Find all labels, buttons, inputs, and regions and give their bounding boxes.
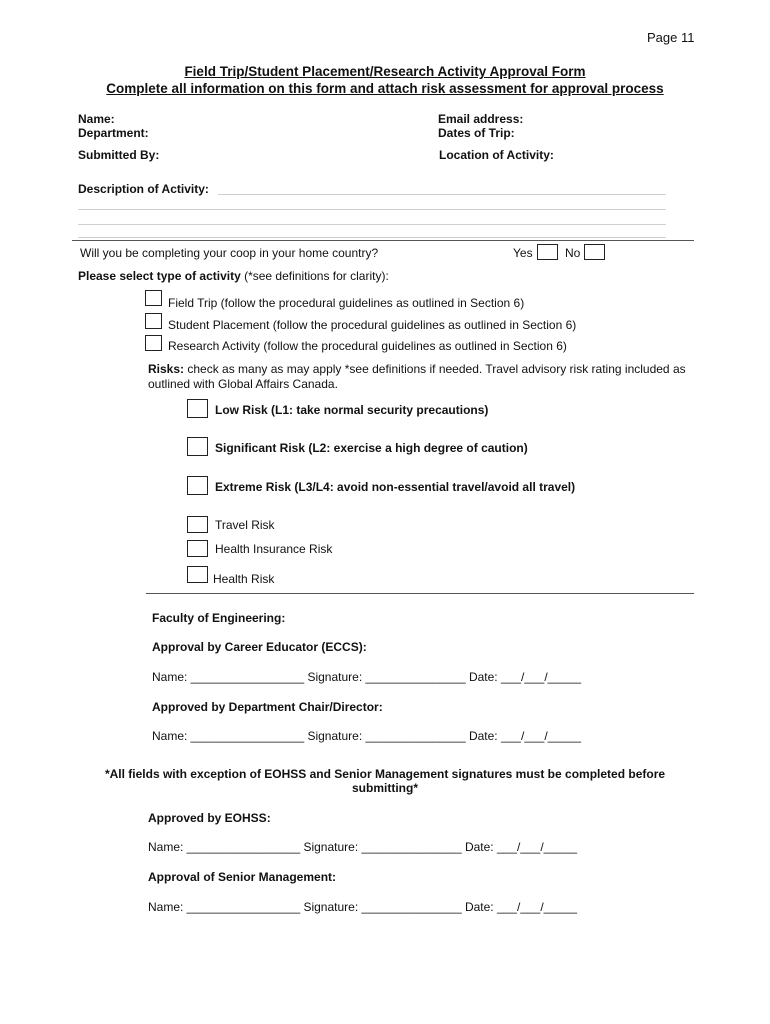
form-subtitle: Complete all information on this form and attach risk assessment for approval process <box>106 81 664 96</box>
email-label: Email address: <box>438 112 524 126</box>
health-insurance-risk-label: Health Insurance Risk <box>215 542 333 556</box>
risks-line-1 <box>148 362 686 376</box>
approval-chair-label: Approved by Department Chair/Director: <box>152 700 383 714</box>
dates-label: Dates of Trip: <box>438 126 515 140</box>
risks-line-1-rest: check as many as may apply *see definitions if needed. Travel advisory risk rating included as <box>184 362 686 376</box>
form-title: Field Trip/Student Placement/Research Activity Approval Form <box>184 64 586 79</box>
location-label: Location of Activity: <box>439 148 554 162</box>
faculty-label: Faculty of Engineering: <box>152 611 286 625</box>
significant-risk-label: Significant Risk (L2: exercise a high degree of caution) <box>215 441 528 455</box>
chair-signature-line[interactable]: Name: _________________ Signature: _______________ Date: ___/___/_____ <box>152 729 582 743</box>
health-insurance-risk-checkbox[interactable] <box>187 540 208 557</box>
approval-senior-label: Approval of Senior Management: <box>148 870 337 884</box>
health-risk-checkbox[interactable] <box>187 566 208 583</box>
field-trip-label: Field Trip (follow the procedural guidelines as outlined in Section 6) <box>168 296 525 310</box>
yes-label: Yes <box>513 246 533 260</box>
travel-risk-label: Travel Risk <box>215 518 275 532</box>
submitted-by-label: Submitted By: <box>78 148 160 162</box>
no-label: No <box>565 246 581 260</box>
description-line-1[interactable] <box>218 194 666 195</box>
description-line-4[interactable] <box>78 237 666 238</box>
low-risk-label: Low Risk (L1: take normal security precautions) <box>215 403 489 417</box>
description-line-2[interactable] <box>78 209 666 210</box>
notice-line-1: *All fields with exception of EOHSS and Senior Management signatures must be completed before <box>104 767 666 781</box>
department-label: Department: <box>78 126 149 140</box>
extreme-risk-checkbox[interactable] <box>187 476 208 495</box>
risks-line-2: outlined with Global Affairs Canada. <box>148 377 338 391</box>
name-label: Name: <box>78 112 115 126</box>
description-label: Description of Activity: <box>78 182 209 196</box>
approval-divider <box>146 593 694 594</box>
coop-question: Will you be completing your coop in your home country? <box>80 246 379 260</box>
health-risk-label: Health Risk <box>213 572 275 586</box>
section-divider <box>72 240 694 241</box>
field-trip-checkbox[interactable] <box>145 290 162 306</box>
extreme-risk-label: Extreme Risk (L3/L4: avoid non-essential travel/avoid all travel) <box>215 480 576 494</box>
yes-checkbox[interactable] <box>537 244 558 260</box>
student-placement-label: Student Placement (follow the procedural guidelines as outlined in Section 6) <box>168 318 577 332</box>
approval-eccs-label: Approval by Career Educator (ECCS): <box>152 640 367 654</box>
eccs-signature-line[interactable]: Name: _________________ Signature: _______________ Date: ___/___/_____ <box>152 670 582 684</box>
description-line-3[interactable] <box>78 224 666 225</box>
significant-risk-checkbox[interactable] <box>187 437 208 456</box>
approval-eohss-label: Approved by EOHSS: <box>148 811 271 825</box>
travel-risk-checkbox[interactable] <box>187 516 208 533</box>
research-activity-label: Research Activity (follow the procedural guidelines as outlined in Section 6) <box>168 339 567 353</box>
type-prompt-rest: (*see definitions for clarity): <box>240 269 389 283</box>
risks-bold: Risks: <box>148 362 185 376</box>
low-risk-checkbox[interactable] <box>187 399 208 418</box>
eohss-signature-line[interactable]: Name: _________________ Signature: _______________ Date: ___/___/_____ <box>148 840 578 854</box>
page-number: Page 11 <box>647 30 695 45</box>
type-prompt <box>78 269 389 283</box>
notice-line-2: submitting* <box>352 781 418 795</box>
senior-signature-line[interactable]: Name: _________________ Signature: _______________ Date: ___/___/_____ <box>148 900 578 914</box>
student-placement-checkbox[interactable] <box>145 313 162 329</box>
no-checkbox[interactable] <box>584 244 605 260</box>
research-activity-checkbox[interactable] <box>145 335 162 351</box>
type-prompt-bold: Please select type of activity <box>78 269 241 283</box>
